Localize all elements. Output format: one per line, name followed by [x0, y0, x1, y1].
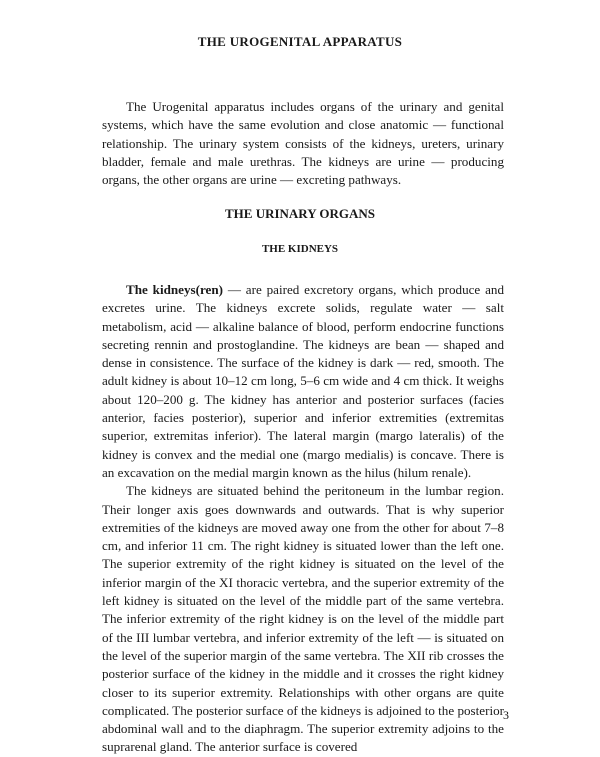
section-title: THE URINARY ORGANS — [224, 206, 376, 221]
paragraph-kidneys-position: The kidneys are situated behind the peritoneum in the lumbar region. Their longer axis goes downwards and outwards. That is why superior extremities of the kidneys are moved away one from the other for about 7–8 cm, and inferior 11 cm. The right kidney is situated lower than the left one. The superior extremity of the right kidney is situated on the level of the inferior margin of the XI thoracic vertebra, and the superior extremity of the left kidney is situated on the level of the middle part of the same vertebra. The inferior extremity of the right kidney is on the level of the middle part of the III lumbar vertebra, and inferior extremity of the left — is situated on the level of the superior margin of the same vertebra. The XII rib crosses the posterior surface of the kidney in the middle and it crosses the right kidney closer to its superior extremity. Relationships with other organs are quite complicated. The posterior surface of the kidneys is adjoined to the posterior abdominal wall and to the diaphragm. The superior extremity adjoins to the suprarenal gland. The anterior surface is covered — [102, 483, 504, 755]
paragraph-kidneys-definition — [102, 281, 504, 482]
paragraph-1-text: — are paired excretory organs, which produce and excretes urine. The kidneys excrete solids, regulate water — salt metabolism, acid — alkaline balance of blood, perform endocrine functions secreting rennin and prostoglandine. The kidneys are bean — shaped and dense in consistence. The surface of the kidney is dark — red, smooth. The adult kidney is about 10–12 cm long, 5–6 cm wide and 4 cm thick. It weighs about 120–200 g. The kidney has anterior and posterior surfaces (facies anterior, facies posterior), superior and inferior extremities (extremitas superior, extremitas inferior). The lateral margin (margo lateralis) of the kidney is convex and the medial one (margo medialis) is concave. There is an excavation on the medial margin known as the hilus (hilum renale). — [102, 282, 504, 480]
body-text — [102, 281, 504, 757]
subsection-title: THE KIDNEYS — [261, 243, 339, 255]
page-number: 3 — [503, 708, 509, 722]
intro-paragraph: The Urogenital apparatus includes organs of the urinary and genital systems, which have the same evolution and close anatomic — functional relationship. The urinary system consists of the kidneys, ureters, urinary bladder, female and male urethras. The kidneys are urine — producing organs, the other organs are urine — excreting pathways. — [102, 99, 504, 188]
term-kidneys: The kidneys(ren) — [126, 282, 223, 297]
page-title: THE UROGENITAL APPARATUS — [197, 34, 403, 49]
